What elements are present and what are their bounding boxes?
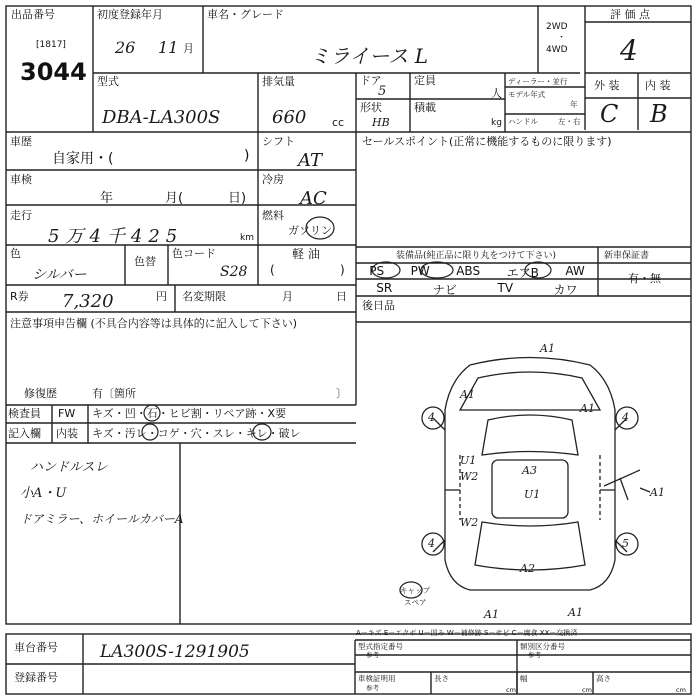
repair-value: 有〔箇所 [92, 387, 136, 400]
first-reg-month: 11 [158, 38, 179, 57]
equipment-row-2 [356, 281, 598, 296]
history-close: ) [244, 148, 250, 164]
inspection-label: 車検 [10, 173, 32, 186]
shape-label: 形状 [360, 101, 382, 114]
mark-11: A1 [650, 486, 665, 499]
mark-4: 4 [622, 411, 629, 424]
equipment-item-row2-2: TV [497, 281, 514, 295]
load-unit: kg [491, 118, 502, 128]
displacement-unit: cc [332, 116, 345, 129]
load-label: 積載 [414, 101, 436, 114]
fw-items: キズ・凹・石・ヒビ割・リペア跡・X要 [92, 407, 287, 420]
width-label: 幅 [520, 674, 528, 683]
recycle-unit: 円 [156, 290, 167, 303]
model-name: ミライース L [310, 44, 429, 68]
exterior-label: 外 装 [594, 79, 620, 92]
mark-8: A3 [522, 464, 537, 477]
mark-16: A1 [568, 606, 583, 619]
class-label: 類別区分番号 [520, 642, 565, 651]
drive-4wd: 4WD [546, 45, 568, 55]
name-change-day: 日 [336, 290, 347, 303]
cert-sub: 参考 [366, 684, 379, 692]
type-label: 型式 [97, 75, 119, 88]
doors-value: 5 [378, 84, 387, 99]
mileage-label: 走行 [10, 209, 32, 222]
cert-label: 車検証明用 [358, 674, 396, 683]
model-year-unit: 年 [570, 100, 578, 109]
name-change-label: 名変期限 [182, 290, 226, 303]
sales-point-label: セールスポイント(正常に機能するものに限ります) [362, 135, 612, 148]
shape-value: HB [372, 116, 390, 129]
model-cert-sub: 参考 [366, 651, 379, 659]
class-sub: 参考 [528, 651, 541, 659]
lot-code: [1817] [36, 40, 66, 50]
mark-9: U1 [524, 488, 541, 501]
color-value: シルバー [32, 267, 87, 283]
interior-label: 内 装 [645, 79, 671, 92]
capacity-label: 定員 [414, 74, 436, 87]
type-value: DBA-LA300S [102, 107, 221, 128]
mark-12: 4 [428, 537, 435, 550]
equipment-item-row1-4: AW [565, 264, 585, 278]
inspector-label-1: 検査員 [8, 407, 41, 420]
drive-2wd: 2WD [546, 22, 568, 32]
mark-5: A1 [580, 402, 595, 415]
mileage-value: 5万4千425 [48, 226, 184, 247]
exterior-grade: C [600, 100, 619, 128]
history-value: 自家用・( [52, 151, 114, 167]
equipment-item-row2-3: カワ [553, 283, 578, 297]
notes-label: 注意事項申告欄 (不具合内容等は具体的に記入して下さい) [10, 317, 298, 330]
mark-2: A1 [460, 388, 475, 401]
inspection-month: 月( [165, 191, 184, 206]
mark-13: 5 [622, 537, 629, 550]
warranty-label: 新車保証書 [604, 251, 650, 261]
post-date-label: 後日品 [362, 299, 395, 312]
mileage-unit: km [240, 233, 254, 243]
width-unit: cm [582, 686, 592, 694]
mark-15: A1 [484, 608, 499, 621]
fw-label: FW [58, 407, 76, 420]
capacity-unit: 人 [491, 87, 502, 100]
handle-label: ハンドル [508, 117, 538, 126]
fuel-paren-open: ( [270, 263, 275, 277]
registration-label: 登録番号 [14, 671, 58, 684]
warranty-value: 有・無 [628, 272, 661, 285]
recycle-label: R券 [10, 290, 29, 303]
fuel-label: 燃料 [262, 209, 284, 222]
equipment-row-1 [356, 264, 598, 279]
equipment-item-row1-1: PW [410, 264, 430, 278]
first-reg-year: 26 [115, 38, 136, 57]
score-label: 評 価 点 [610, 8, 650, 21]
fuel-diesel: 軽 油 [292, 247, 320, 261]
lot-label: 出品番号 [11, 8, 55, 21]
color-code-value: S28 [220, 264, 248, 280]
front-sub: スペア [404, 598, 427, 607]
repair-label: 修復歴 [24, 387, 57, 400]
interior-items: キズ・汚レ・コゲ・穴・スレ・キレ・破レ [92, 427, 301, 440]
recycle-value: 7,320 [62, 291, 114, 312]
shift-label: シフト [262, 135, 295, 148]
mark-1: A1 [540, 342, 555, 355]
length-unit: cm [506, 686, 516, 694]
interior-insp-label: 内装 [56, 427, 78, 440]
lot-number: 3044 [20, 58, 87, 86]
history-label: 車歴 [10, 135, 32, 148]
equipment-item-row1-3: エアB [506, 266, 539, 280]
handle-value: 左・右 [558, 117, 581, 126]
first-reg-label: 初度登録年月 [97, 8, 163, 21]
ac-label: 冷房 [262, 173, 284, 186]
color-label: 色 [10, 247, 21, 260]
equipment-item-row2-1: ナビ [432, 283, 457, 297]
chassis-value: LA300S-1291905 [100, 642, 250, 662]
name-change-month: 月 [282, 290, 293, 303]
displacement-label: 排気量 [262, 75, 295, 88]
inspection-year: 年 [100, 191, 114, 206]
equipment-item-row1-0: PS [369, 264, 385, 278]
legend: A－キズ E－エクボ U－凹み W－補修跡 S－サビ C－腐食 XX－交換済 [356, 629, 578, 637]
handwritten-note-3: ドアミラー、ホイールカバーA [20, 512, 184, 526]
color-code-label: 色コード [172, 247, 216, 260]
color-change-label: 色替 [134, 255, 156, 268]
ac-value: AC [300, 188, 327, 209]
handwritten-note-2: 小A・U [20, 486, 67, 501]
height-label: 高さ [596, 674, 611, 683]
inspection-day: 日) [228, 191, 247, 206]
displacement-value: 660 [272, 107, 307, 128]
doors-label: ドア [360, 74, 382, 87]
shift-value: AT [298, 150, 323, 171]
equipment-item-row1-2: ABS [456, 264, 481, 278]
model-name-label: 車名・グレード [207, 8, 284, 21]
inspector-label-2: 記入欄 [8, 427, 41, 440]
mark-3: 4 [428, 411, 435, 424]
drive-dot: ・ [557, 33, 567, 43]
mark-14: A2 [520, 562, 535, 575]
mark-6: U1 [460, 454, 477, 467]
fuel-gasoline: ガソリン [288, 224, 332, 237]
repair-close: 〕 [336, 387, 347, 400]
fuel-paren-close: ) [340, 263, 345, 277]
mark-10: W2 [460, 516, 479, 529]
score-value: 4 [620, 34, 638, 67]
handwritten-note-1: ハンドルスレ [30, 460, 108, 475]
chassis-label: 車台番号 [14, 641, 58, 654]
height-unit: cm [676, 686, 686, 694]
model-year-label: モデル年式 [508, 90, 546, 99]
length-label: 長さ [434, 674, 449, 683]
mark-7: W2 [460, 470, 479, 483]
front-label: キャップ [400, 586, 430, 595]
model-cert-label: 型式指定番号 [358, 642, 403, 651]
equipment-item-row2-0: SR [376, 281, 393, 295]
dealer-label: ディーラー・並行 [508, 77, 568, 86]
equipment-label: 装備品(純正品に限り丸をつけて下さい) [396, 251, 557, 261]
month-unit: 月 [183, 42, 194, 55]
interior-grade: B [650, 100, 668, 128]
